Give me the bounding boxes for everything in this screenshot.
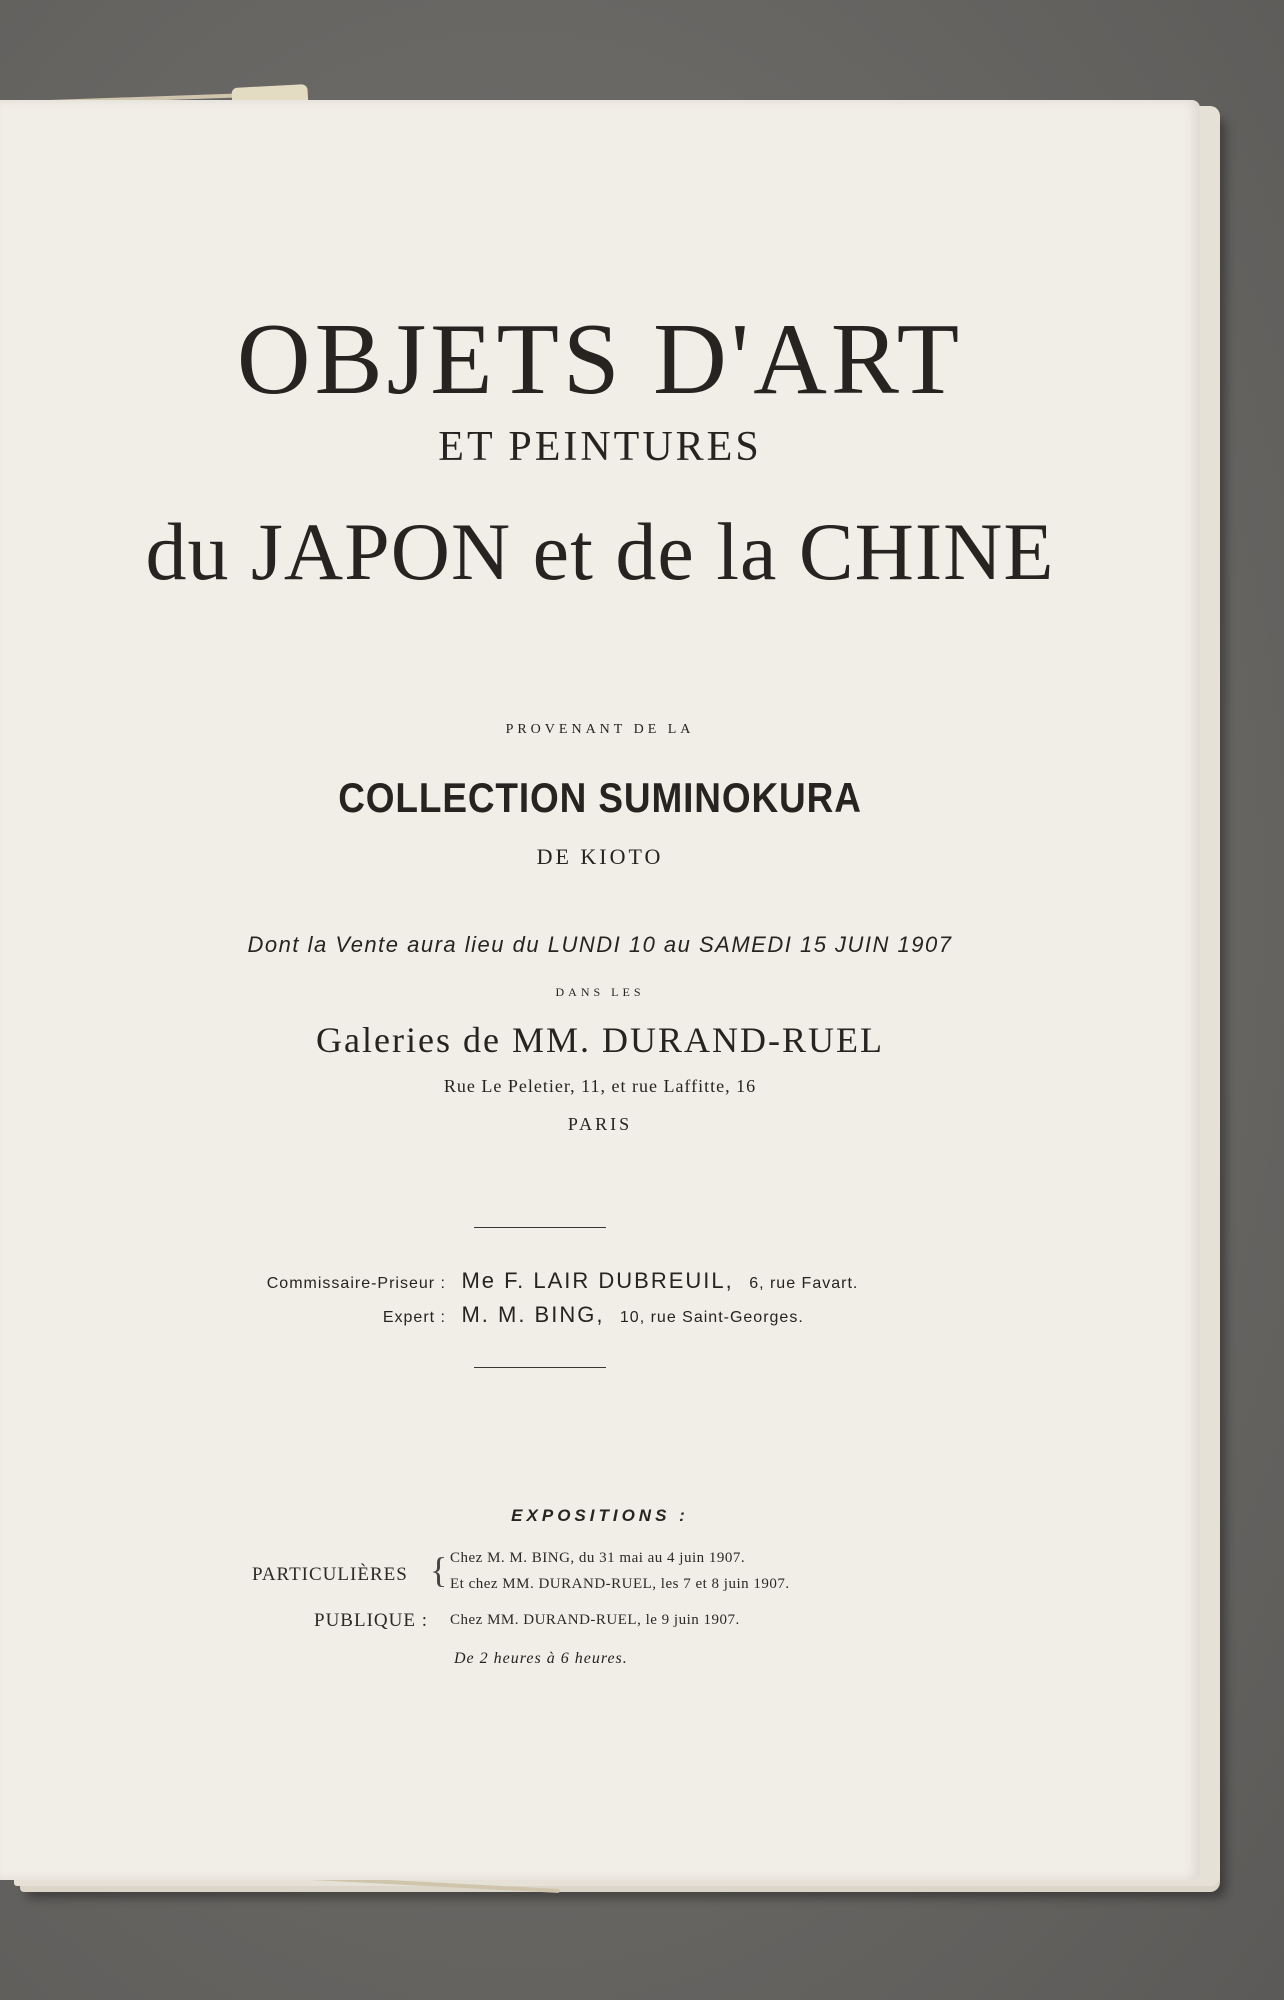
auctioneer-address: 6, rue Favart.: [749, 1275, 859, 1292]
secondary-title: du JAPON et de la CHINE: [145, 506, 1055, 597]
expert-address: 10, rue Saint-Georges.: [619, 1309, 804, 1326]
expert-role: Expert :: [382, 1309, 446, 1326]
particulieres-line: Et chez MM. DURAND-RUEL, les 7 et 8 juin 1907.: [450, 1576, 790, 1592]
expositions-heading: EXPOSITIONS :: [511, 1506, 689, 1525]
particulieres-label: PARTICULIÈRES: [252, 1564, 408, 1585]
expert-line: [214, 1302, 804, 1328]
gallery-city: PARIS: [567, 1114, 633, 1134]
particulieres-line: Chez M. M. BING, du 31 mai au 4 juin 1907.: [450, 1550, 746, 1566]
expert-name: M. M. BING,: [461, 1302, 605, 1327]
auctioneer-name: Me F. LAIR DUBREUIL,: [461, 1268, 734, 1293]
title-page: [0, 100, 1200, 1880]
dans-les-line: DANS LES: [555, 985, 645, 999]
divider-rule: [474, 1227, 606, 1228]
auctioneer-role: Commissaire-Priseur :: [266, 1275, 446, 1292]
gallery-name: Galeries de MM. DURAND-RUEL: [316, 1020, 884, 1060]
subtitle: ET PEINTURES: [438, 424, 762, 470]
provenant-line: PROVENANT DE LA: [505, 722, 695, 737]
collection-name: COLLECTION SUMINOKURA: [338, 774, 862, 821]
brace-icon: {: [430, 1550, 448, 1590]
publique-label: PUBLIQUE :: [314, 1610, 428, 1631]
collection-location: DE KIOTO: [536, 844, 664, 869]
main-title: OBJETS D'ART: [236, 303, 964, 416]
auctioneer-line: [214, 1268, 858, 1294]
gallery-address: Rue Le Peletier, 11, et rue Laffitte, 16: [443, 1076, 757, 1096]
publique-line: Chez MM. DURAND-RUEL, le 9 juin 1907.: [450, 1612, 740, 1628]
exhibition-hours: De 2 heures à 6 heures.: [454, 1650, 628, 1667]
divider-rule: [474, 1367, 606, 1368]
sale-dates: Dont la Vente aura lieu du LUNDI 10 au SAMEDI 15 JUIN 1907: [247, 932, 953, 957]
